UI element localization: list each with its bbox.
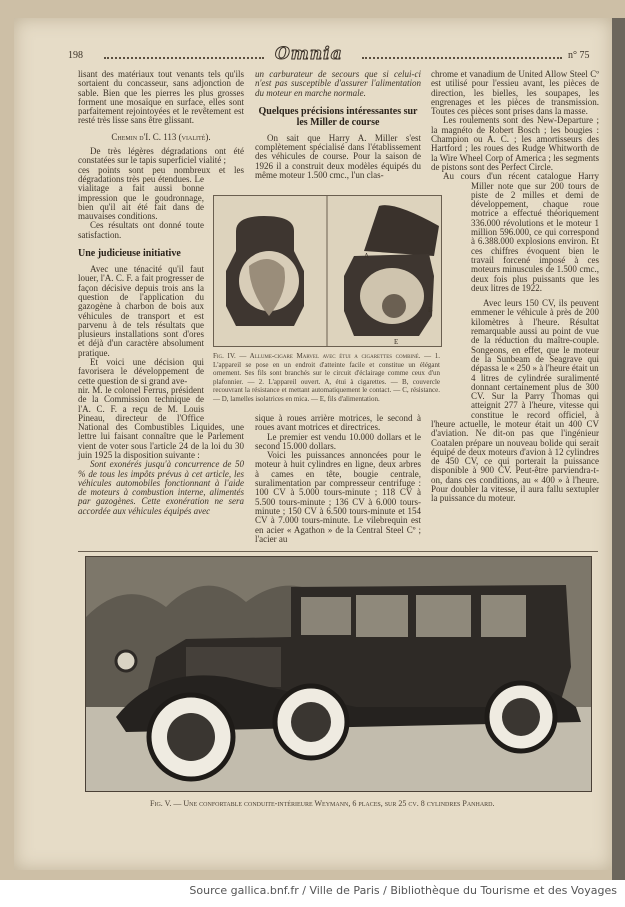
cigar-lighter-illustration (214, 196, 441, 346)
paragraph: Ces résultats ont donné toute satisfaction. (78, 220, 204, 240)
weymann-sedan-photo (86, 557, 591, 791)
paragraph: nir. M. le colonel Ferrus, président de la Commission technique de l'A. C. F. a reçu de M. Louis Pineau, directeur de l'Office National des Combustibles Liquides, une lettre lui faisant connaître que le Parlement vient de voter sous l'article 24 de la loi du 30 juin 1925 la disposition suivante : (78, 384, 244, 460)
source-credit: Source gallica.bnf.fr / Ville de Paris / Bibliothèque du Tourisme et des Voyages (189, 884, 617, 897)
caption-title: Fig. IV. — Allume-cigare Marvel avec étui a cigarettes combiné. — (213, 352, 432, 360)
lighter-closed (226, 216, 304, 326)
wrap-spacer (431, 190, 471, 412)
figure-5-caption: Fig. V. — Une confortable conduite-intérieure Weymann, 6 places, sur 25 cv. 8 cylindres Panhard. (150, 799, 495, 808)
section-heading: Quelques précisions intéressantes sur les Miller de course (258, 105, 418, 128)
paragraph: 4 litres de cylindrée suralimenté donnant certainement plus de 300 CV. Sur la Parry Thomas qui atteignit 277 à l'heure, vitesse qui constitue le record officiel, à l'heure actuelle, le moteur était un 400 CV d'aviation. Ne dit-on pas que l'ingénieur Coatalen prépare un nouveau bolide qui serait équipé de deux moteurs d'avion à 12 cylindres de 450 CV, ce qui porterait la puissance disponible à 900 CV. Peut-être parviendra-t-on, dans ces conditions, au « 400 » à l'heure. Pour doubler la vitesse, il aura fallu sextupler la puissance du moteur. (431, 372, 599, 504)
section-subheading: Chemin d'I. C. 113 (vialité). (111, 131, 211, 142)
paragraph: lisant des matériaux tout venants tels qu'ils sortaient du concasseur, sans adjonction de sable. Bien que les pierres les plus grosses forment une mosaïque en surface, elles sont parfaitement rejointoyées et le revêtement est resté très lisse sans être glissant. (78, 69, 244, 126)
issue-number: n° 75 (568, 50, 590, 61)
book-edge (612, 18, 625, 880)
paragraph: Avec une ténacité qu'il faut louer, l'A. C. F. a fait progresser de façon décisive depuis trois ans la question de l'application du gazogène à charbon de bois aux véhicules de transport et est parvenu à de tels résultats que plusieurs installations sont d'ores et déjà d'un caractère absolument pratique. (78, 264, 204, 358)
header-dots-right (362, 57, 562, 59)
paragraph: Et voici une décision qui favorisera le développement de cette question de si grand ave- (78, 357, 204, 386)
label-e: E (394, 338, 399, 346)
lighter-open (344, 205, 439, 336)
paragraph: sique à roues arrière motrices, le second à roues avant motrices et directrices. (255, 413, 421, 433)
paragraph: un carburateur de secours que si celui-ci n'est pas susceptible d'assurer l'alimentation du moteur en marche normale. (255, 69, 421, 98)
paragraph: Voici les puissances annoncées pour le moteur à huit cylindres en ligne, deux arbres à cames en tête, bougie centrale, suralimentation par compresseur centrifuge : 100 CV à 5.000 tours-minute ; 118 CV à 5.500 tours-minute ; 136 CV à 6.000 tours-minute ; 150 CV à 6.500 tours-minute et 154 CV à 7.000 tours-minute. Le vilebrequin est en acier « Agathon » de la Central Steel Cº ; l'acier au (255, 450, 421, 544)
paragraph: Au cours d'un récent catalogue Harry Miller note que sur 200 tours de piste de 2 milles et demi de développement, chaque roue motrice a effectué théoriquement 336.000 révolutions et le moteur 1 million 596.000, ce qui correspond à 6.388.000 explosions environ. Et ces chiffres évoquent bien le travail forcené imposé à ces moteurs minuscules de 1.500 cmc., deux fois plus puissants que les deux litres de 1922. (443, 171, 599, 293)
page-number: 198 (68, 50, 83, 61)
paragraph: Les roulements sont des New-Departure ; la magnéto de Robert Bosch ; les bougies : Champion ou A. C. ; les amortisseurs des Hartford ; les roues des Rudge Whitworth de la Wire Wheel Corp of America ; les segments de pistons sont des Perfect Circle. (431, 115, 599, 172)
quoted-law-text: Sont exonérés jusqu'à concurrence de 50 % de tous les impôts prévus à cet article, les véhicules automobiles fonctionnant à l'aide de moteurs à combustion interne, alimentés par gazogènes. Cette exonération ne sera accordée aux véhicules équipés avec (78, 459, 244, 516)
paragraph: On sait que Harry A. Miller s'est complètement spécialisé dans l'établissement des véhicules de course. Pour la saison de 1926 il a construit deux modèles équipés du même moteur 1.500 cmc., l'un clas- (255, 132, 421, 181)
right-column (431, 70, 599, 504)
middle-column-top (255, 70, 421, 180)
paragraph: Le premier est vendu 10.000 dollars et le second 15.000 dollars. (255, 431, 421, 451)
figure-5-photo (85, 556, 592, 792)
paragraph: De très légères dégradations ont été constatées sur le tapis superficiel vialité ; (78, 146, 244, 166)
section-heading: Une judicieuse initiative (78, 248, 181, 260)
middle-column-bottom (255, 414, 421, 544)
label-a: A (364, 252, 370, 260)
figure-4-caption (213, 352, 440, 404)
label-b: B (428, 306, 433, 314)
paragraph: chrome et vanadium de United Allow Steel Cº est utilisé pour l'essieu avant, les pièces de direction, les bielles, les soupapes, les engrenages et les pièces de transmission. Toutes ces pièces sont prises dans la masse. (431, 69, 599, 117)
caption-body: 1. L'appareil se pose en un endroit d'atteinte facile et constitue un élégant ornement. Ses fils sont branchés sur le circuit d'éclairage comme ceux d'un plafonnier. — 2. L'appareil ouvert. A, étui à cigarettes. — B, couvercle recouvrant la résistance et mettant automatiquement le contact. — C, résistance. — D, lamelles isolatrices en mica. — E, fils d'alimentation. (213, 352, 441, 403)
divider (78, 551, 598, 552)
magazine-logo: Omnia (275, 44, 343, 64)
figure-4-photo (213, 195, 442, 347)
paragraph: ces points sont peu nombreux et les dégradations très peu étendues. Le vialitage a fait aussi bonne impression que le goudronnage, bien qu'il ait été fait dans de mauvaises conditions. (78, 164, 244, 222)
header-dots-left (104, 57, 264, 59)
paragraph: Avec leurs 150 CV, ils peuvent emmener le véhicule à près de 200 kilomètres à l'heure. Résultat remarquable aussi au point de vue de la réduction du maître-couple. Songeons, en effet, que le moteur de la Sunbeam de Seagrave qui dépassa le « 250 » à l'heure était un (471, 298, 599, 374)
